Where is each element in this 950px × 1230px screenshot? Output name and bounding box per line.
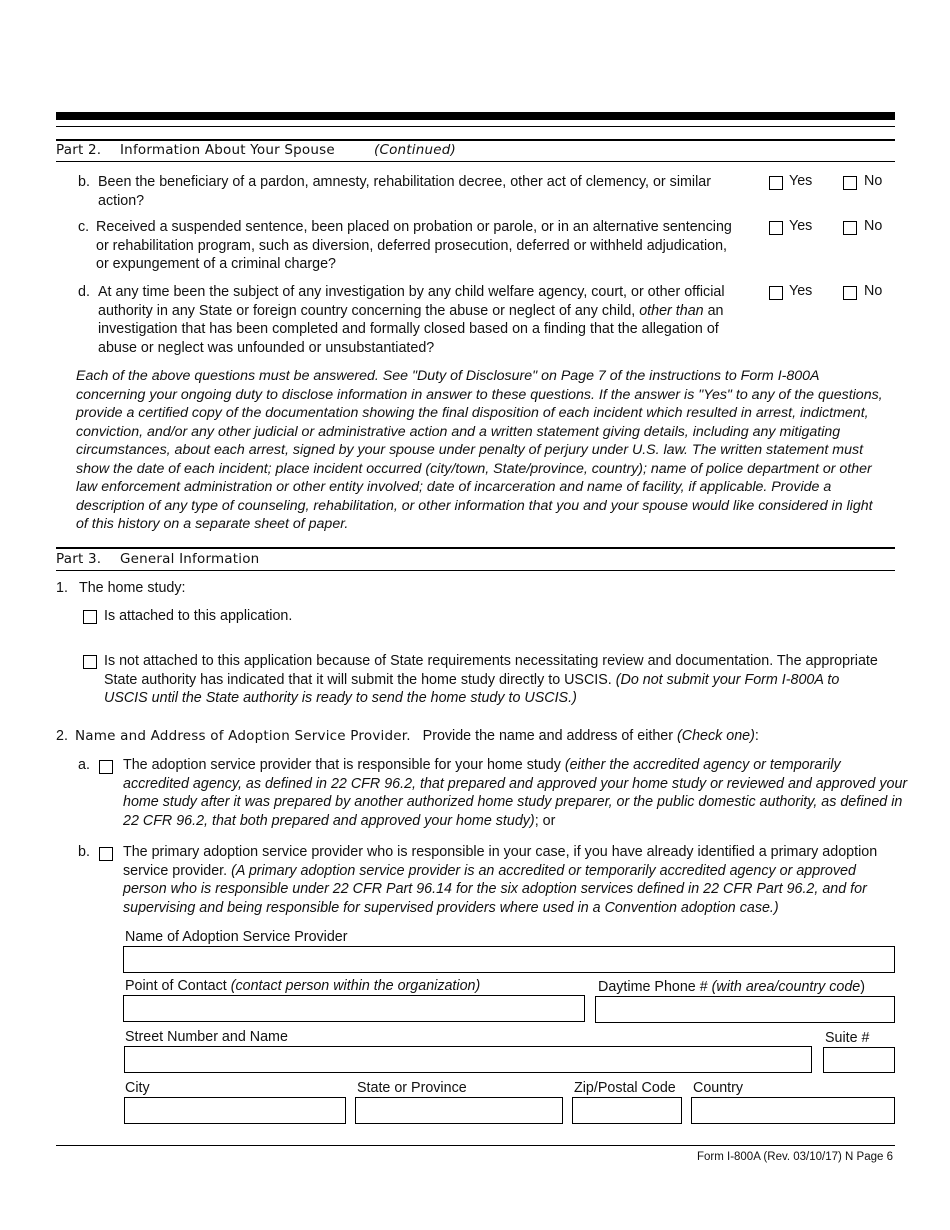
question-b-yes-checkbox[interactable] (769, 176, 783, 190)
provider-name-input[interactable] (123, 946, 895, 973)
question-b-yes-label: Yes (789, 173, 813, 189)
question-c-yes-label: Yes (789, 218, 813, 234)
city-label: City (125, 1080, 150, 1096)
q2a-text-plain: The adoption service provider that is responsible for your home study (123, 757, 565, 773)
question-c-no-checkbox[interactable] (843, 221, 857, 235)
q2-line (75, 727, 759, 746)
question-b-no-label: No (864, 173, 883, 189)
phone-label-close: ) (860, 979, 866, 995)
question-d-text-b: an investigation that has been completed and formally closed based on a finding that the allegation of abuse or neglect was unfounded or unsubstantiated? (98, 302, 724, 356)
street-label: Street Number and Name (125, 1029, 288, 1045)
provider-name-label: Name of Adoption Service Provider (125, 929, 348, 945)
state-input[interactable] (355, 1097, 563, 1124)
q2-check-one: (Check one) (676, 728, 755, 744)
question-c-yes-checkbox[interactable] (769, 221, 783, 235)
part2-top-rule (56, 139, 895, 141)
question-d-text (98, 283, 733, 357)
contact-label-italic: (contact person within the organization) (230, 978, 481, 994)
city-input[interactable] (124, 1097, 346, 1124)
question-d-yes-checkbox[interactable] (769, 286, 783, 300)
part2-label: Part 2. (56, 142, 102, 158)
question-b-letter: b. (78, 174, 90, 190)
question-d-text-a: At any time been the subject of any investigation by any child welfare agency, court, or other official authority in any State or foreign country concerning the abuse or neglect of any child, (98, 284, 725, 319)
part3-label: Part 3. (56, 551, 102, 567)
country-label: Country (693, 1080, 744, 1096)
q2b-checkbox[interactable] (99, 847, 113, 861)
suite-label: Suite # (825, 1030, 870, 1046)
q1-attached-label: Is attached to this application. (104, 608, 293, 624)
phone-label (598, 978, 865, 996)
q1-not-attached-checkbox[interactable] (83, 655, 97, 669)
street-input[interactable] (124, 1046, 812, 1073)
disclosure-paragraph: Each of the above questions must be answered. See "Duty of Disclosure" on Page 7 of the instructions to Form I-800A concerning your ongoing duty to disclose information in answer to these questions. If the answer is "Yes" to any of the questions, provide a certified copy of the documentation showing the final disposition of each incident which resulted in arrest, indictment, conviction, and/or any other judicial or administrative action and a written statement giving details, including any mitigating circumstances, about each arrest, signed by your spouse under penalty of perjury under U.S. law. The written statement must show the date of each incident; place incident occurred (city/town, State/province, country); name of police department or other law enforcement administration or other entity involved; date of incarceration and name of facility, if applicable. Provide a description of any type of counseling, rehabilitation, or other information that you and your spouse would like considered in light of this history on a separate sheet of paper. (76, 368, 883, 532)
q2a-checkbox[interactable] (99, 760, 113, 774)
part3-top-rule (56, 547, 895, 549)
q2a-text-tail: ; or (534, 812, 556, 829)
question-d-letter: d. (78, 284, 90, 300)
q2-colon: : (754, 728, 759, 744)
question-c-letter: c. (78, 219, 90, 235)
q2-text: Provide the name and address of either (422, 728, 677, 744)
q1-not-attached-italic: (Do not submit your Form I-800A to USCIS until the State authority is ready to send the home study to USCIS.) (104, 671, 840, 706)
part3-title: General Information (120, 551, 260, 567)
part2-header-rule (56, 161, 895, 162)
contact-label-plain: Point of Contact (125, 978, 231, 994)
phone-label-italic: (with area/country code (711, 979, 861, 995)
part3-header-rule (56, 570, 895, 571)
question-c-no-label: No (864, 218, 883, 234)
q2a-letter: a. (78, 757, 90, 773)
q2a-text-italic: (either the accredited agency or temporarily accredited agency, as defined in 22 CFR 96.2, that prepared and approved your home study or reviewed and approved your home study after it was prepared by another authorized home study preparer, or the public domestic authority, as defined in 22 CFR 96.2, that both prepared and approved your home study) (123, 757, 908, 829)
phone-input[interactable] (595, 996, 895, 1023)
q1-text: The home study: (79, 580, 186, 596)
suite-input[interactable] (823, 1047, 895, 1073)
footer-rule (56, 1145, 895, 1146)
q2b-text-plain: The primary adoption service provider who is responsible in your case, if you have already identified a primary adoption service provider. (123, 844, 878, 879)
footer-form-id: Form I-800A (Rev. 03/10/17) N Page 6 (696, 1151, 893, 1163)
contact-input[interactable] (123, 995, 585, 1022)
part2-continued: (Continued) (374, 142, 457, 158)
part2-title: Information About Your Spouse (120, 142, 335, 158)
zip-label: Zip/Postal Code (574, 1080, 676, 1096)
question-c-text: Received a suspended sentence, been placed on probation or parole, or in an alternative sentencing or rehabilitation program, such as diversion, deferred prosecution, deferred or withheld adjudication, or expungement of a criminal charge? (96, 219, 732, 272)
contact-label (125, 977, 480, 995)
top-thin-rule (56, 126, 895, 127)
q2b-letter: b. (78, 844, 90, 860)
q1-attached-checkbox[interactable] (83, 610, 97, 624)
zip-input[interactable] (572, 1097, 682, 1124)
q2a-text (123, 756, 910, 830)
q1-not-attached-label (104, 652, 880, 708)
state-label: State or Province (357, 1080, 467, 1096)
question-d-text-italic: other than (639, 302, 704, 319)
q2-number: 2. (56, 728, 68, 744)
q1-number: 1. (56, 580, 68, 596)
phone-label-plain: Daytime Phone # (598, 979, 712, 995)
question-b-text: Been the beneficiary of a pardon, amnesty, rehabilitation decree, other act of clemency, or similar action? (98, 174, 711, 209)
question-d-no-checkbox[interactable] (843, 286, 857, 300)
country-input[interactable] (691, 1097, 895, 1124)
q2b-text (123, 843, 883, 917)
q2b-text-italic: (A primary adoption service provider is an accredited or temporarily accredited agency or approved person who is responsible under 22 CFR Part 96.14 for the six adoption services defined in 22 CFR Part 96.2, and for supervising and being responsible for supervised providers where used in a Convention adoption case.) (123, 862, 867, 916)
q2-heading: Name and Address of Adoption Service Provider. (75, 728, 411, 744)
top-thick-rule (56, 112, 895, 120)
question-d-no-label: No (864, 283, 883, 299)
question-b-no-checkbox[interactable] (843, 176, 857, 190)
question-d-yes-label: Yes (789, 283, 813, 299)
q1-not-attached-text: Is not attached to this application because of State requirements necessitating review and documentation. The appropriate State authority has indicated that it will submit the home study directly to USCIS. (104, 653, 878, 688)
